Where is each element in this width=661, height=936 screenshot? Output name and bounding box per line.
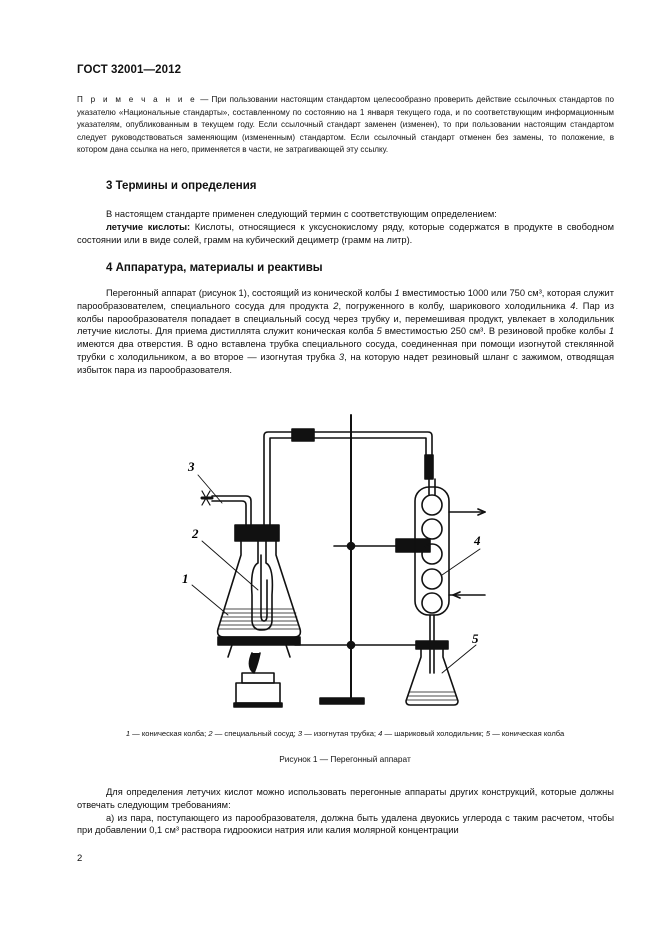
figure-title: Рисунок 1 — Перегонный аппарат [279, 754, 411, 764]
label-1: 1 [182, 571, 189, 586]
section-4-body [77, 287, 614, 377]
condenser-clamp [396, 539, 430, 552]
section-3-body [77, 208, 614, 246]
document-header: ГОСТ 32001—2012 [77, 64, 182, 76]
rubber-stopper [235, 525, 279, 541]
section-3-intro: В настоящем стандарте применен следующий термин с соответствующим определением: [106, 209, 497, 219]
page-number: 2 [77, 853, 83, 864]
term-definition [77, 221, 614, 247]
closing-paragraph: Для определения летучих кислот можно использовать перегонные аппараты других конструкций, которые должны отвечать следующим требованиям: [77, 787, 614, 810]
section-4-heading: 4 Аппаратура, материалы и реактивы [106, 262, 323, 274]
label-5: 5 [472, 631, 479, 646]
note-text: — При пользовании настоящим стандартом целесообразно проверить действие ссылочных стандартов по указателю «Национальные стандарты», составленному по состоянию на 1 января текущего года, и по соответствующим информационным указателям, опубликованным в текущем году. Если ссылочный стандарт заменен (изменен), то при пользовании настоящим стандартом следует руководствоваться заменяющим (измененным) стандартом. Если ссылочный стандарт отменен без замены, то положение, в котором дана ссылка на него, применяется в части, не затрагивающей эту ссылку. [77, 95, 614, 154]
figure-legend: 1 — коническая колба; 2 — специальный сосуд; 3 — изогнутая трубка; 4 — шариковый холодильник; 5 — коническая колба [125, 729, 565, 738]
stand-base [320, 698, 364, 704]
bent-tube [212, 501, 246, 526]
note-label: П р и м е ч а н и е [77, 95, 197, 104]
conical-flask [218, 541, 301, 637]
rubber-connector [292, 429, 314, 441]
apparatus-description: Перегонный аппарат (рисунок 1), состоящий из конической колбы 1 вместимостью 1000 или 750 см³, которая служит парообразователем, специального сосуда для продукта 2, погруженного в колбу, шарикового холодильника 4. Пар из колбы парообразователя попадает в специальный сосуд через трубку и, перемешивая продукт, увлекает в холодильник летучие кислоты. Для приема дистиллята служит коническая колба 5 вместимостью 250 см³. В резиновой пробке колбы 1 имеются два отверстия. В одно вставлена трубка специального сосуда, соединенная при помощи изогнутой стеклянной трубки с холодильником, а во второе — изогнутая трубка 3, на которую надет резиновый шланг с зажимом, отводящая избыток пара из парообразователя. [77, 288, 614, 375]
receiving-flask [406, 649, 458, 705]
condenser-connector [425, 455, 433, 479]
term-name: летучие кислоты: [106, 221, 191, 232]
closing-body [77, 786, 614, 837]
reference-note [77, 94, 614, 157]
label-3: 3 [188, 459, 195, 474]
term-text: Кислоты, относящиеся к уксуснокислому ряду, которые содержатся в продукте в свободном состоянии или в виде солей, грамм на кубический дециметр (грамм на литр). [77, 221, 614, 245]
label-2: 2 [192, 526, 199, 541]
label-4: 4 [474, 533, 481, 548]
requirement-a: а) из пара, поступающего из парообразователя, должна быть удалена двуокись углерода с таким расчетом, чтобы при добавлении 0,1 см³ раствора гидроокиси натрия или калия молярной концентрации [77, 812, 614, 836]
distillation-apparatus-figure [180, 405, 510, 717]
section-3-heading: 3 Термины и определения [106, 180, 257, 192]
